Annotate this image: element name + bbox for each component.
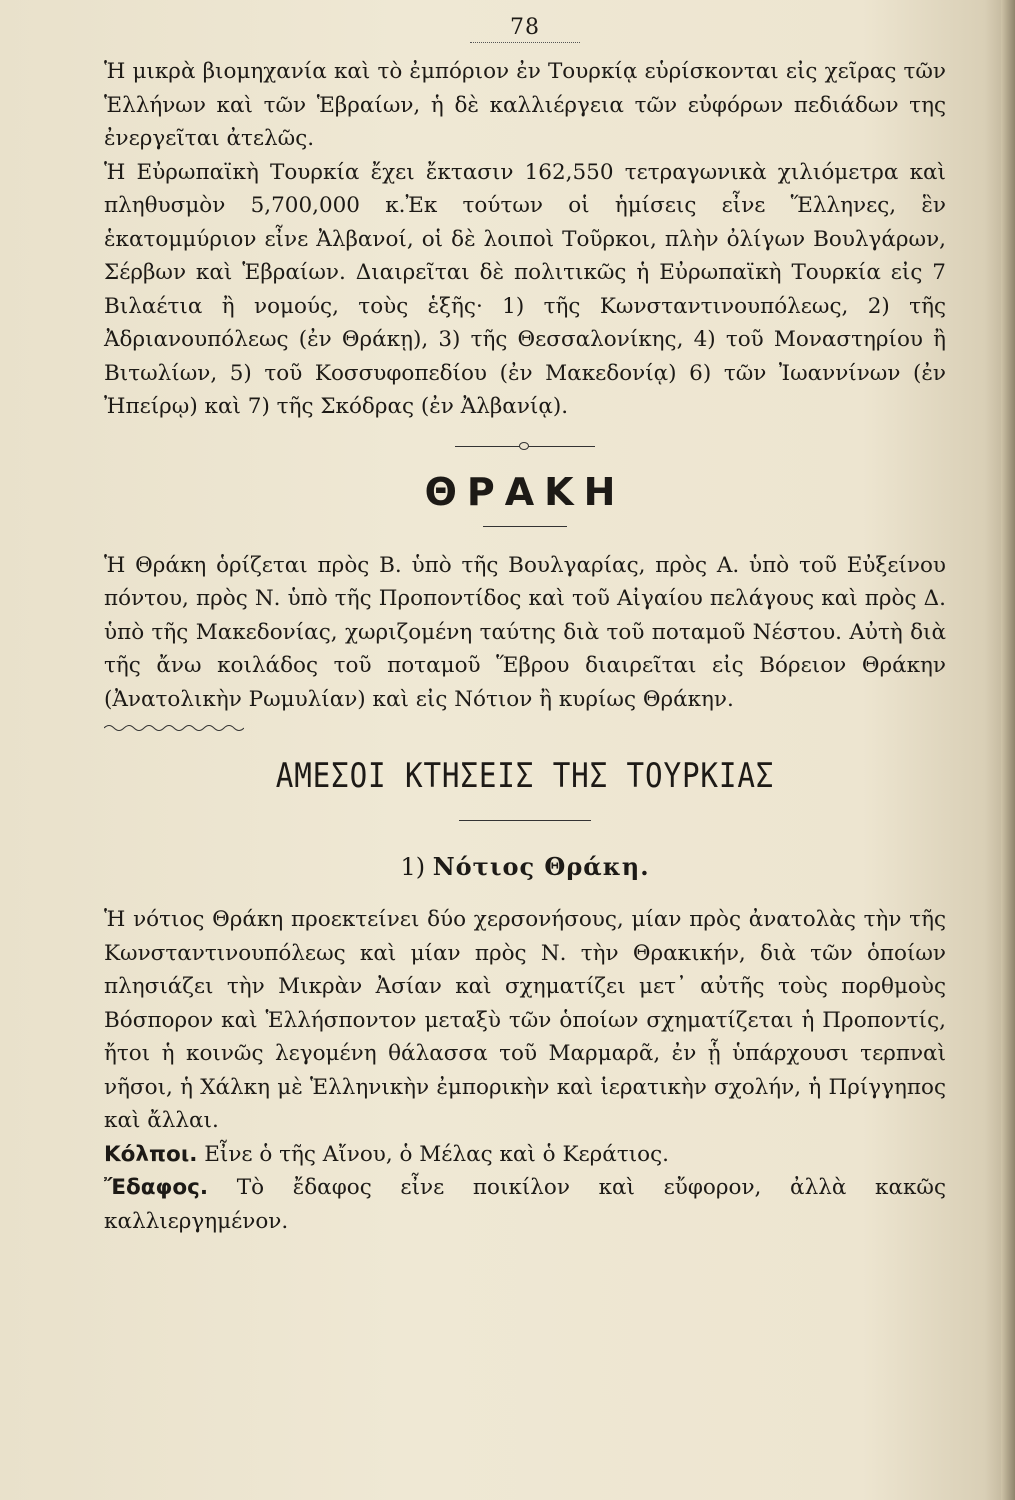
text-kolpoi: Εἶνε ὁ τῆς Αἴνου, ὁ Μέλας καὶ ὁ Κεράτιος.: [204, 1141, 669, 1167]
heading-notios-title: Νότιος Θράκη.: [432, 852, 650, 881]
paragraph-edafos: [104, 1171, 946, 1238]
text-edafos: Τὸ ἔδαφος εἶνε ποικίλον καὶ εὔφορον, ἀλλὰ κακῶς καλλιεργημένον.: [104, 1175, 946, 1234]
text-block: [104, 14, 946, 1238]
heading-ktiseis-rule: [459, 820, 591, 821]
term-edafos: Ἔδαφος.: [104, 1175, 209, 1200]
page-number: 78: [510, 15, 540, 40]
wave-divider: [104, 722, 244, 732]
heading-rule: [483, 526, 567, 527]
page-edge: [1001, 0, 1015, 1500]
page-number-rule: [470, 42, 580, 43]
section-divider: [455, 442, 595, 450]
paragraph-thraki: Ἡ Θράκη ὁρίζεται πρὸς Β. ὑπὸ τῆς Βουλγαρίας, πρὸς Α. ὑπὸ τοῦ Εὐξείνου πόντου, πρὸς Ν. ὑπὸ τῆς Προποντίδος καὶ τοῦ Αἰγαίου πελάγους καὶ πρὸς Δ. ὑπὸ τῆς Μακεδονίας, χωριζομένη ταύτης διὰ τοῦ ποταμοῦ Νέστου. Αὐτὴ διὰ τῆς ἄνω κοιλάδος τοῦ ποταμοῦ Ἕβρου διαιρεῖται εἰς Βόρειον Θράκην (Ἀνατολικὴν Ρωμυλίαν) καὶ εἰς Νότιον ἢ κυρίως Θράκην.: [104, 552, 946, 712]
heading-thraki: ΘΡΑΚΗ: [424, 469, 626, 514]
heading-notios: [104, 849, 946, 885]
heading-notios-number: 1): [400, 853, 426, 881]
heading-ktiseis: ΑΜΕΣΟΙ ΚΤΗΣΕΙΣ ΤΗΣ ΤΟΥΡΚΙΑΣ: [275, 756, 775, 796]
paragraph-european-turkey: Ἡ Εὐρωπαϊκὴ Τουρκία ἔχει ἔκτασιν 162,550 τετραγωνικὰ χιλιόμετρα καὶ πληθυσμὸν 5,700,000 κ.Ἐκ τούτων οἱ ἡμίσεις εἶνε Ἕλληνες, ἓν ἑκατομμύριον εἶνε Ἀλβανοί, οἱ δὲ λοιποὶ Τοῦρκοι, πλὴν ὀλίγων Βουλγάρων, Σέρβων καὶ Ἑβραίων. Διαιρεῖται δὲ πολιτικῶς ἡ Εὐρωπαϊκὴ Τουρκία εἰς 7 Βιλαέτια ἢ νομούς, τοὺς ἑξῆς· 1) τῆς Κωνσταντινουπόλεως, 2) τῆς Ἀδριανουπόλεως (ἐν Θράκῃ), 3) τῆς Θεσσαλονίκης, 4) τοῦ Μοναστηρίου ἢ Βιτωλίων, 5) τοῦ Κοσσυφοπεδίου (ἐν Μακεδονίᾳ) 6) τῶν Ἰωαννίνων (ἐν Ἠπείρῳ) καὶ 7) τῆς Σκόδρας (ἐν Ἀλβανίᾳ).: [104, 159, 946, 419]
paragraph-intro: Ἡ μικρὰ βιομηχανία καὶ τὸ ἐμπόριον ἐν Τουρκίᾳ εὑρίσκονται εἰς χεῖρας τῶν Ἑλλήνων καὶ τῶν Ἑβραίων, ἡ δὲ καλλιέργεια τῶν εὐφόρων πεδιάδων της ἐνεργεῖται ἀτελῶς.: [104, 59, 946, 151]
term-kolpoi: Κόλποι.: [104, 1141, 198, 1167]
paragraph-kolpoi: [104, 1138, 946, 1172]
paragraph-notios: Ἡ νότιος Θράκη προεκτείνει δύο χερσονήσους, μίαν πρὸς ἀνατολὰς τὴν τῆς Κωνσταντινουπόλεως καὶ μίαν πρὸς Ν. τὴν Θρακικήν, διὰ τῶν ὁποίων πλησιάζει τὴν Μικρὰν Ἀσίαν καὶ σχηματίζει μετ᾽ αὐτῆς τοὺς πορθμοὺς Βόσπορον καὶ Ἑλλήσποντον μεταξὺ τῶν ὁποίων σχηματίζεται ἡ Προποντίς, ἤτοι ἡ κοινῶς λεγομένη θάλασσα τοῦ Μαρμαρᾶ, ἐν ᾗ ὑπάρχουσι τερπναὶ νῆσοι, ἡ Χάλκη μὲ Ἑλληνικὴν ἐμπορικὴν καὶ ἱερατικὴν σχολήν, ἡ Πρίγγηπος καὶ ἄλλαι.: [104, 907, 946, 1133]
